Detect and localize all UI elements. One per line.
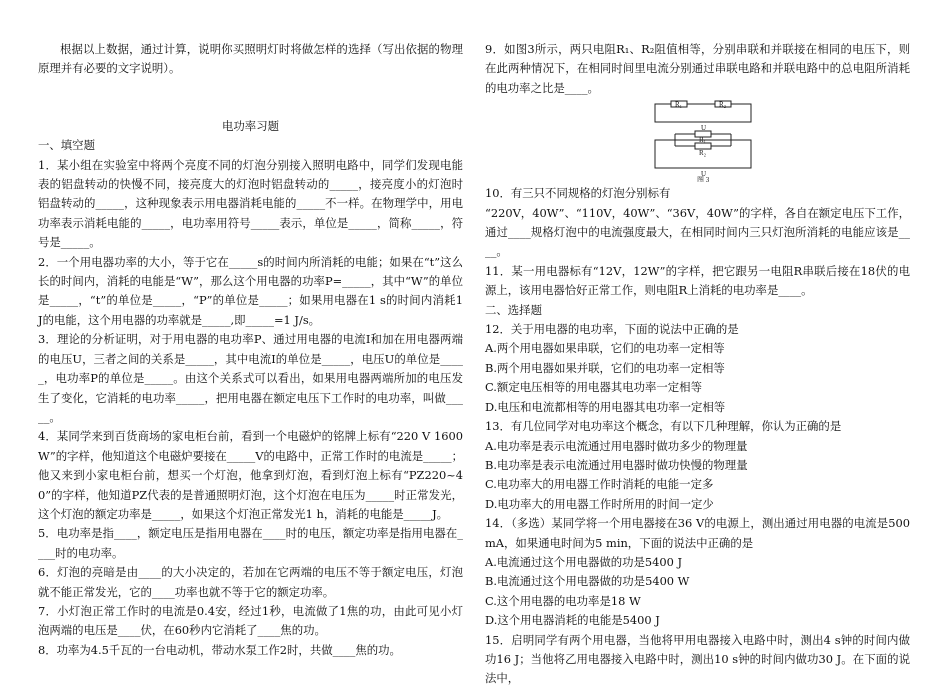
question-8: 8．功率为4.5千瓦的一台电动机，带动水泵工作2时，共做____焦的功。	[38, 642, 401, 657]
question-5: 5．电功率是指____，额定电压是指用电器在____时的电压，额定功率是指用电器在____时的电功率。	[38, 526, 463, 560]
parallel-label-u: U	[701, 170, 707, 179]
question-2: 2．一个用电器功率的大小，等于它在_____s的时间内所消耗的电能；如果在“t”这么长的时间内，消耗的电能是“W”，那么这个用电器的功率P=_____，其中“W”的单位是_____，“t”的单位是_____，“P”的单位是_____；如果用电器在1 s的时间内消耗1 J的电能，这个用电器的功率就是_____,即_____=1 J/s。	[38, 254, 463, 327]
question-14-option-d: D.这个用电器消耗的电能是5400 J	[485, 613, 660, 628]
series-label-u: U	[701, 124, 707, 133]
question-12-option-a: A.两个用电器如果串联，它们的电功率一定相等	[485, 341, 725, 356]
question-13-option-c: C.电功率大的用电器工作时消耗的电能一定多	[485, 477, 714, 492]
question-12-option-c: C.额定电压相等的用电器其电功率一定相等	[485, 380, 702, 395]
question-13: 13．有几位同学对电功率这个概念，有以下几种理解，你认为正确的是	[485, 419, 842, 434]
question-14-option-a: A.电流通过这个用电器做的功是5400 J	[485, 554, 683, 569]
question-12-option-b: B.两个用电器如果并联，它们的电功率一定相等	[485, 360, 725, 375]
question-4: 4．某同学来到百货商场的家电柜台前，看到一个电磁炉的铭牌上标有“220 V 1600 W”的字样，他知道这个电磁炉要接在_____V的电路中，正常工作时的电流是_____；他又来到小家电柜台前，想买一个灯泡，他拿到灯泡，看到灯泡上标有“PZ220~40”的字样，他知道PZ代表的是普通照明灯泡，这个灯泡在电压为_____时正常发光，这个灯泡的额定功率是_____，如果这个灯泡正常发光1 h，消耗的电能是_____J。	[38, 429, 463, 521]
question-10-body: “220V，40W”、“110V，40W”、“36V，40W”的字样，各自在额定电压下工作，通过____规格灯泡中的电流强度最大，在相同时间内三只灯泡所消耗的电能应该是____。	[485, 205, 910, 259]
right-column	[485, 40, 910, 689]
section-heading-fill: 一、填空题	[38, 138, 95, 153]
series-circuit-wire	[655, 104, 751, 122]
question-15: 15．启明同学有两个用电器，当他将甲用电器接入电路中时，测出4 s钟的时间内做功16 J；当他将乙用电器接入电路中时，测出10 s钟的时间内做功30 J。在下面的说法中，	[485, 632, 910, 686]
question-11: 11．某一用电器标有“12V，12W”的字样，把它跟另一电阻R串联后接在18伏的电源上，该用电器恰好正常工作，则电阻R上消耗的电功率是____。	[485, 263, 910, 298]
question-9: 9．如图3所示，两只电阻R₁、R₂阻值相等，分别串联和并联接在相同的电压下，则在此两种情况下，在相同时间里电流分别通过串联电路和并联电路中的总电阻所消耗的电功率之比是____。	[485, 42, 910, 95]
left-column	[38, 40, 463, 660]
series-label-r1: R₁	[675, 100, 683, 109]
question-6: 6．灯泡的亮暗是由____的大小决定的，若加在它两端的电压不等于额定电压，灯泡就不能正常发光，它的____功率也就不等于它的额定功率。	[38, 565, 463, 599]
question-3: 3．理论的分析证明，对于用电器的电功率P、通过用电器的电流I和加在用电器两端的电压U，三者之间的关系是_____，其中电流I的单位是_____，电压U的单位是_____，电功率P的单位是_____。由这个关系式可以看出，如果用电器两端所加的电压发生了变化，它消耗的电功率_____，把用电器在额定电压下工作时的电功率，叫做_____。	[38, 332, 463, 424]
question-13-option-b: B.电功率是表示电流通过用电器时做功快慢的物理量	[485, 457, 748, 472]
figure-caption: 图 3	[697, 176, 710, 183]
parallel-label-r2: R₂	[699, 149, 707, 158]
question-7: 7．小灯泡正常工作时的电流是0.4安，经过1秒，电流做了1焦的功，由此可见小灯泡两端的电压是____伏，在60秒内它消耗了____焦的功。	[38, 603, 463, 638]
question-12-option-d: D.电压和电流都相等的用电器其电功率一定相等	[485, 399, 726, 414]
intro-paragraph: 根据以上数据，通过计算，说明你买照明灯时将做怎样的选择（写出依据的物理原理并有必要的文字说明）。	[38, 42, 463, 76]
question-1: 1．某小组在实验室中将两个亮度不同的灯泡分别接入照明电路中，同学们发现电能表的铝盘转动的快慢不同，接亮度大的灯泡时铝盘转动的_____，接亮度小的灯泡时铝盘转动的_____，这种现象表示用电器消耗电能的_____不一样。在物理学中，用电功率表示消耗电能的_____，电功率用符号_____表示，单位是_____，简称_____，符号是_____。	[38, 157, 463, 250]
section-heading-choice: 二、选择题	[485, 302, 542, 317]
series-label-r2: R₂	[719, 100, 727, 109]
question-13-option-a: A.电功率是表示电流通过用电器时做功多少的物理量	[485, 438, 748, 453]
page-title: 电功率习题	[222, 118, 279, 133]
question-12: 12．关于用电器的电功率，下面的说法中正确的是	[485, 322, 739, 337]
question-13-option-d: D.电功率大的用电器工作时所用的时间一定少	[485, 496, 714, 511]
question-14: 14．（多选）某同学将一个用电器接在36 V的电源上，测出通过用电器的电流是500 mA，如果通电时间为5 min，下面的说法中正确的是	[485, 516, 910, 550]
question-10: 10．有三只不同规格的灯泡分别标有	[485, 186, 671, 201]
question-14-option-c: C.这个用电器的电功率是18 W	[485, 593, 641, 608]
circuit-figure	[653, 100, 753, 182]
parallel-label-r1: R₁	[699, 136, 707, 145]
question-14-option-b: B.电流通过这个用电器做的功是5400 W	[485, 574, 690, 589]
